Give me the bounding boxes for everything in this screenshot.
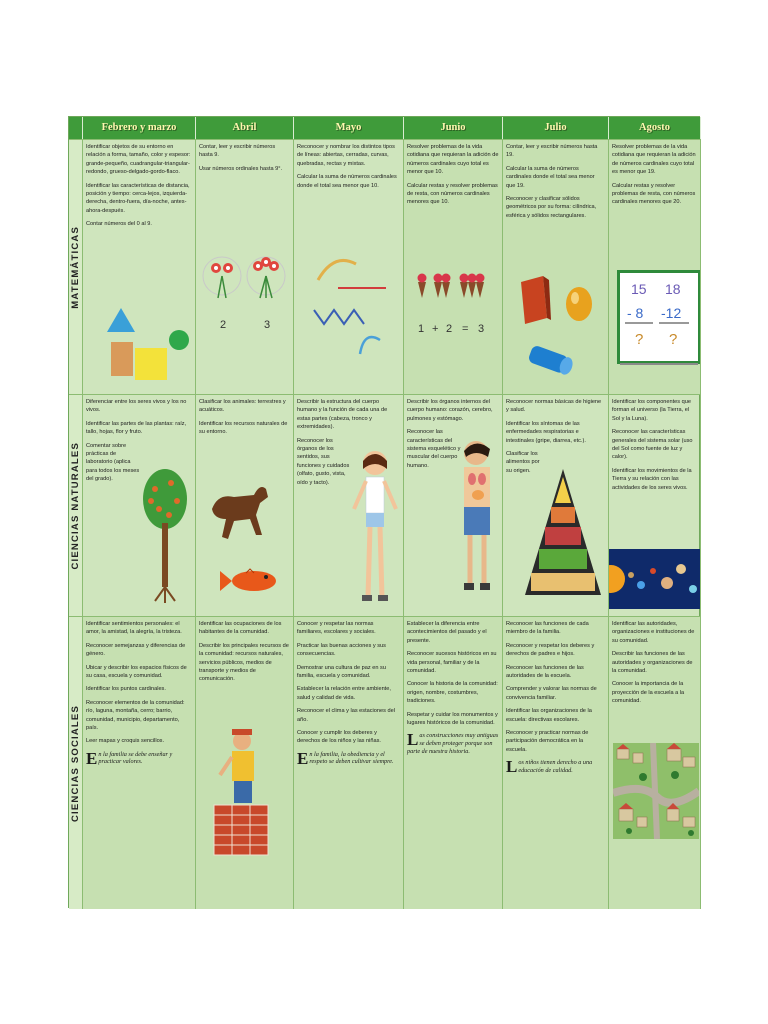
- cell-soc-feb: [83, 617, 196, 909]
- circle-shape: [169, 330, 189, 350]
- subject-label-ciencias-naturales: CIENCIAS NATURALES: [69, 395, 83, 616]
- objective: Describir los principales recursos de la comunidad: recursos naturales, servicios públicos, medios de transporte y medios de comunicación.: [199, 642, 289, 683]
- month-header-mayo: Mayo: [294, 117, 404, 139]
- svg-text:- 8: - 8: [627, 305, 644, 321]
- objective: Establecer la diferencia entre acontecimientos del pasado y el presente.: [407, 621, 487, 644]
- objective: Resolver problemas de la vida cotidiana que requieran la adición de números cardinales cuyo total es menor que 10.: [407, 144, 499, 176]
- closing-quote: Los niños tienen derecho a una educación de calidad.: [506, 757, 593, 777]
- objective: Ubicar y describir los espacios físicos de su casa, escuela y comunidad.: [86, 664, 187, 680]
- svg-text:-12: -12: [661, 305, 682, 321]
- number-label: 3: [264, 319, 271, 331]
- objective: Reconocer el clima y las estaciones del año.: [297, 708, 395, 723]
- objective: Demostrar una cultura de paz en su familia, escuela y comunidad.: [297, 664, 386, 680]
- objective: Reconocer las características del sistema esquelético y muscular del cuerpo humano.: [407, 429, 461, 469]
- closing-quote: En la familia se debe enseñar y practicar valores.: [86, 748, 173, 768]
- svg-text:2: 2: [446, 323, 453, 335]
- cell-math-may: [294, 140, 404, 394]
- cell-nat-abr: [196, 395, 294, 616]
- objective: Reconocer y practicar normas de participación democrática en la escuela.: [506, 730, 589, 753]
- objective: Practicar las buenas acciones y sus consecuencias.: [297, 642, 386, 658]
- objective: Describir las funciones de las autoridades y organizaciones de la comunidad.: [612, 651, 693, 675]
- cell-soc-jul: [503, 617, 609, 909]
- header-corner: [69, 117, 83, 139]
- objective: Clasificar los alimentos por su origen.: [506, 451, 540, 474]
- month-header-abril: Abril: [196, 117, 294, 139]
- objective: Respetar y cuidar los monumentos y lugares históricos de la comunidad.: [407, 711, 498, 727]
- square-shape: [135, 348, 167, 380]
- objective: Reconocer normas básicas de higiene y salud.: [506, 399, 602, 414]
- rectangle-shape: [111, 342, 133, 376]
- fruit-tree-illustration: [141, 465, 191, 605]
- objective: Identificar las características de distancia, posición y tiempo: cerca-lejos, izquierda-derecha, dentro-fuera, día-noche, antes-ahora-después.: [86, 182, 190, 214]
- closing-quote: En la familia, la obediencia y el respeto se deben cultivar siempre.: [297, 748, 394, 768]
- objective: Identificar los componentes que forman el universo (la Tierra, el Sol y la Luna).: [612, 399, 691, 422]
- objective: Comprender y valorar las normas de convivencia familiar.: [506, 686, 597, 701]
- objective: Calcular la suma de números cardinales donde el total sea menor que 19.: [506, 165, 595, 189]
- month-header-junio: Junio: [404, 117, 503, 139]
- objective: Identificar los recursos naturales de su entorno.: [199, 420, 288, 436]
- row-ciencias-naturales: [69, 394, 701, 616]
- objective: Conocer y cumplir los deberes y derechos de los niños y las niñas.: [297, 730, 381, 745]
- objective: Identificar los puntos cardinales.: [86, 686, 166, 693]
- month-header-row: [69, 117, 701, 139]
- lines-illustration: [308, 242, 396, 362]
- bricklayer-illustration: [212, 725, 272, 875]
- objective: Reconocer y nombrar los distintos tipos de líneas: abiertas, cerradas, curvas, quebradas, rectas y mixtas.: [297, 144, 395, 167]
- objective: Calcular restas y resolver problemas de resta, con números cardinales menores que 20.: [612, 182, 696, 206]
- objective: Conocer la importancia de la proyección de la escuela a la comunidad.: [612, 681, 685, 705]
- number-label: 2: [220, 319, 227, 331]
- closing-quote: Las construcciones muy antiguas se deben proteger porque son parte de nuestra historia.: [407, 730, 499, 755]
- objective: Clasificar los animales: terrestres y acuáticos.: [199, 399, 286, 414]
- subject-label-ciencias-sociales: CIENCIAS SOCIALES: [69, 617, 83, 909]
- row-matematicas: [69, 139, 701, 394]
- community-map-illustration: [613, 743, 699, 839]
- month-header-julio: Julio: [503, 117, 609, 139]
- objective: Contar números del 0 al 9.: [86, 221, 152, 228]
- svg-text:?: ?: [635, 331, 644, 348]
- cell-soc-abr: [196, 617, 294, 909]
- subtraction-board-illustration: [617, 270, 701, 368]
- objective: Reconocer elementos de la comunidad: río, laguna, montaña, cerro; barrio, comunidad, municipio, departamento, país.: [86, 699, 185, 732]
- objective: Diferenciar entre los seres vivos y los no vivos.: [86, 399, 187, 414]
- month-header-feb-mar: Febrero y marzo: [83, 117, 196, 139]
- cell-math-feb: [83, 140, 196, 394]
- objective: Reconocer sucesos históricos en su vida personal, familiar y de la comunidad.: [407, 651, 497, 675]
- objective: Calcular restas y resolver problemas de resta, con números cardinales menores que 10.: [407, 182, 498, 206]
- objective: Reconocer y respetar los deberes y derechos de padres e hijos.: [506, 642, 595, 658]
- triangle-shape: [107, 308, 135, 332]
- objective: Conocer y respetar las normas familiares, escolares y sociales.: [297, 621, 376, 636]
- boy-organs-illustration: [456, 435, 500, 607]
- cell-soc-ago: [609, 617, 701, 909]
- objective: Identificar las ocupaciones de los habitantes de la comunidad.: [199, 621, 282, 636]
- objective: Identificar objetos de su entorno en relación a forma, tamaño, color y espesor: grande-pequeño, cuadrangular-triangular-redondo, grueso-delgado-gordo-flaco.: [86, 144, 191, 176]
- objective: Identificar los síntomas de las enfermedades respiratorias e intestinales (gripe, diarrea, etc.).: [506, 420, 586, 444]
- svg-text:18: 18: [665, 281, 681, 297]
- cell-nat-may: [294, 395, 404, 616]
- flower-counting-illustration: [200, 236, 290, 336]
- objective: Identificar las partes de las plantas: raíz, tallo, hojas, flor y fruto.: [86, 420, 187, 436]
- objective: Describir los órganos internos del cuerpo humano: corazón, cerebro, pulmones y estómago.: [407, 399, 493, 422]
- objective: Comentar sobre prácticas de laboratorio (aplica para todos los meses del grado).: [86, 442, 140, 483]
- objective: Usar números ordinales hasta 9°.: [199, 165, 283, 172]
- curriculum-sheet: [68, 116, 700, 908]
- cell-math-abr: [196, 140, 294, 394]
- ice-cream-sum-illustration: [414, 268, 494, 340]
- objective: Reconocer semejanzas y diferencias de género.: [86, 642, 186, 658]
- objective: Leer mapas y croquis sencillos.: [86, 738, 165, 745]
- food-pyramid-illustration: [523, 467, 603, 601]
- cell-soc-may: [294, 617, 404, 909]
- objective: Reconocer los órganos de los sentidos, sus funciones y cuidados (olfato, gusto, vista, oído y tacto).: [297, 437, 350, 486]
- svg-text:?: ?: [669, 331, 678, 348]
- row-ciencias-sociales: [69, 616, 701, 909]
- cell-soc-jun: [404, 617, 503, 909]
- objective: Calcular la suma de números cardinales donde el total sea menor que 10.: [297, 174, 397, 189]
- cell-nat-ago: [609, 395, 701, 616]
- svg-text:=: =: [462, 323, 469, 335]
- subject-label-matematicas: MATEMÁTICAS: [69, 140, 83, 394]
- objective: Identificar los movimientos de la Tierra y su relación con las actividades de los seres vivos.: [612, 467, 692, 491]
- objective: Identificar sentimientos personales: el amor, la amistad, la alegría, la tristeza.: [86, 621, 182, 636]
- cell-math-ago: [609, 140, 701, 394]
- girl-body-illustration: [348, 447, 402, 615]
- cell-nat-feb: [83, 395, 196, 616]
- objective: Reconocer las funciones de cada miembro de la familia.: [506, 621, 589, 636]
- cell-math-jun: [404, 140, 503, 394]
- objective: Reconocer las funciones de las autoridades de la escuela.: [506, 664, 584, 680]
- shapes-illustration: [105, 306, 191, 388]
- solar-system-illustration: [609, 549, 701, 609]
- animals-illustration: [204, 469, 284, 599]
- objective: Identificar las organizaciones de la escuela: directivas escolares.: [506, 708, 592, 723]
- objective: Establecer la relación entre ambiente, salud y calidad de vida.: [297, 686, 391, 701]
- objective: Conocer la historia de la comunidad: origen, nombre, costumbres, tradiciones.: [407, 681, 498, 705]
- svg-text:15: 15: [631, 281, 647, 297]
- objective: Contar, leer y escribir números hasta 9.: [199, 144, 276, 159]
- objective: Identificar las autoridades, organizaciones e instituciones de su comunidad.: [612, 621, 695, 644]
- objective: Reconocer las características generales del sistema solar (uso del Sol como fuente de luz y calor).: [612, 429, 693, 461]
- cell-nat-jun: [404, 395, 503, 616]
- svg-text:+: +: [432, 323, 439, 335]
- svg-text:3: 3: [478, 323, 485, 335]
- svg-text:1: 1: [418, 323, 425, 335]
- cell-nat-jul: [503, 395, 609, 616]
- objective: Describir la estructura del cuerpo humano y la función de cada una de estas partes (cabeza, tronco y extremidades).: [297, 399, 388, 431]
- solids-illustration: [513, 268, 603, 380]
- month-header-agosto: Agosto: [609, 117, 701, 139]
- objective: Reconocer y clasificar sólidos geométricos por su forma: cilíndrica, esférica y sólidos rectangulares.: [506, 196, 597, 219]
- cell-math-jul: [503, 140, 609, 394]
- objective: Contar, leer y escribir números hasta 19.: [506, 144, 598, 159]
- objective: Resolver problemas de la vida cotidiana que requieran la adición de números cardinales cuyo total es menor que 19.: [612, 144, 696, 176]
